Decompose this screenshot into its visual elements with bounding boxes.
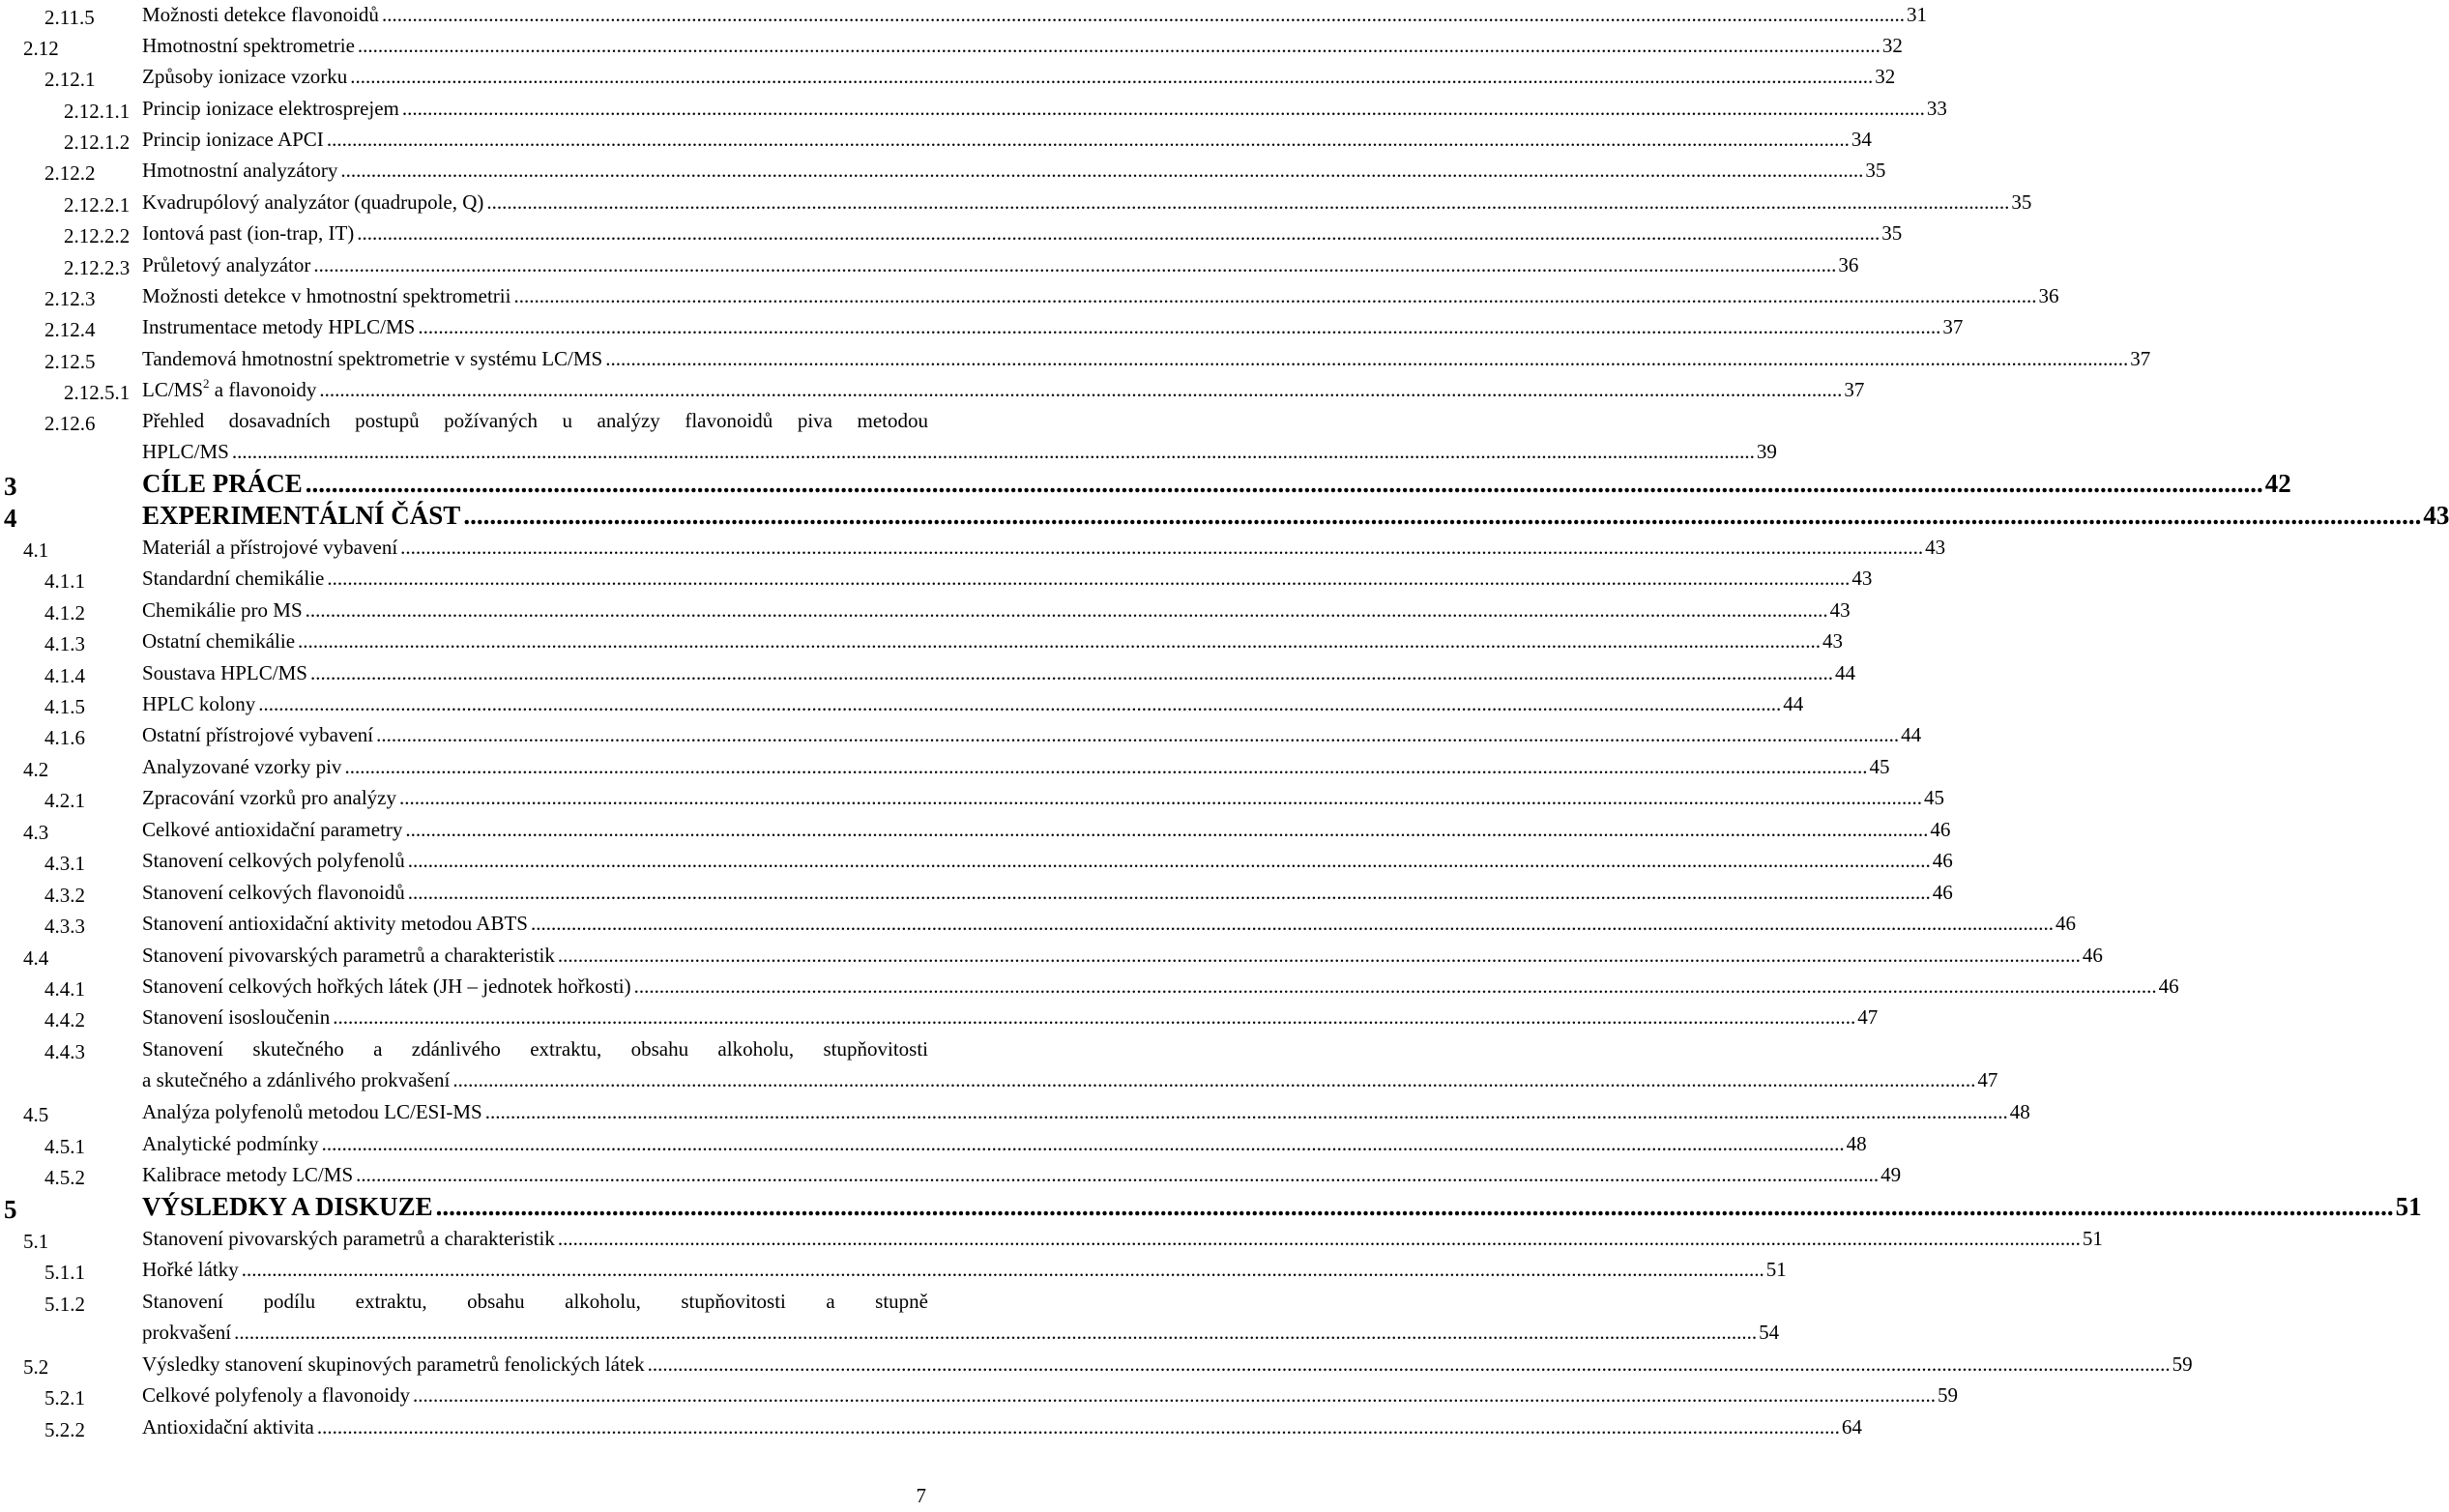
- toc-number: 2.12.2: [44, 161, 96, 185]
- toc-dot-leader: ............................................................................................................................................................................................................................................................................................................: [486, 190, 2010, 214]
- toc-title: a skutečného a zdánlivého prokvašení: [142, 1068, 451, 1091]
- toc-title: Iontová past (ion-trap, IT): [142, 221, 355, 245]
- toc-dot-leader: ............................................................................................................................................................................................................................................................................................................: [333, 1005, 1856, 1029]
- toc-dot-leader: ............................................................................................................................................................................................................................................................................................................: [463, 501, 2422, 530]
- toc-number: 2.12.2.1: [64, 193, 131, 217]
- toc-page-number: 35: [1881, 221, 1903, 245]
- toc-title: Stanovení podílu extraktu, obsahu alkoholu, stupňovitosti a stupně: [142, 1290, 928, 1313]
- toc-page-number: 51: [2395, 1192, 2422, 1221]
- toc-dot-leader: ............................................................................................................................................................................................................................................................................................................: [326, 128, 1850, 151]
- toc-number: 2.12.1.2: [64, 131, 131, 154]
- toc-dot-leader: ............................................................................................................................................................................................................................................................................................................: [513, 284, 2037, 307]
- toc-page-number: 43: [1822, 629, 1844, 653]
- toc-dot-leader: ............................................................................................................................................................................................................................................................................................................: [241, 1258, 1764, 1281]
- toc-dot-leader: ............................................................................................................................................................................................................................................................................................................: [407, 849, 1931, 872]
- toc-title: Chemikálie pro MS: [142, 598, 303, 622]
- toc-title: Stanovení celkových flavonoidů: [142, 881, 405, 904]
- toc-dot-leader: ............................................................................................................................................................................................................................................................................................................: [350, 65, 1874, 88]
- toc-dot-leader: ............................................................................................................................................................................................................................................................................................................: [400, 536, 1924, 559]
- toc-number: 2.12.2.3: [64, 256, 131, 279]
- toc-title: HPLC/MS: [142, 440, 229, 463]
- toc-title: VÝSLEDKY A DISKUZE: [142, 1192, 433, 1221]
- toc-dot-leader: ............................................................................................................................................................................................................................................................................................................: [357, 34, 1880, 57]
- toc-title: Stanovení celkových polyfenolů: [142, 849, 405, 872]
- toc-page-number: 45: [1923, 786, 1944, 809]
- toc-title: Průletový analyzátor: [142, 253, 311, 276]
- toc-page-number: 64: [1841, 1415, 1862, 1439]
- toc-title: Stanovení pivovarských parametrů a charakteristik: [142, 1227, 555, 1250]
- toc-title: Celkové polyfenoly a flavonoidy: [142, 1383, 411, 1407]
- toc-title: Stanovení celkových hořkých látek (JH – jednotek hořkosti): [142, 974, 631, 998]
- toc-title: Přehled dosavadních postupů požívaných u analýzy flavonoidů piva metodou: [142, 409, 928, 432]
- toc-dot-leader: ............................................................................................................................................................................................................................................................................................................: [398, 786, 1922, 809]
- toc-page-number: 35: [1865, 159, 1886, 182]
- toc-number: 5.1: [23, 1230, 49, 1253]
- toc-number: 4.5.1: [44, 1135, 85, 1158]
- toc-dot-leader: ............................................................................................................................................................................................................................................................................................................: [258, 692, 1782, 715]
- toc-number: 2.12.2.2: [64, 224, 131, 247]
- toc-title: Analýza polyfenolů metodou LC/ESI-MS: [142, 1100, 482, 1123]
- toc-title: Analyzované vzorky piv: [142, 755, 342, 778]
- toc-title: Hmotnostní spektrometrie: [142, 34, 355, 57]
- toc-number: 4.3: [23, 821, 49, 844]
- toc-page-number: 32: [1875, 65, 1896, 88]
- toc-number: 4.4.1: [44, 977, 85, 1001]
- toc-number: 5.2.2: [44, 1418, 85, 1441]
- toc-number: 2.12.5.1: [64, 381, 131, 404]
- toc-page-number: 47: [1857, 1005, 1879, 1029]
- toc-page-number: 35: [2011, 190, 2032, 214]
- toc-number: 4.1.5: [44, 695, 85, 718]
- toc-page-number: 37: [2130, 347, 2151, 370]
- toc-title: Princip ionizace elektrosprejem: [142, 97, 399, 120]
- toc-page-number: 31: [1906, 3, 1927, 26]
- toc-title: CÍLE PRÁCE: [142, 469, 303, 498]
- toc-number: 4.1.6: [44, 726, 85, 749]
- toc-title: Hořké látky: [142, 1258, 239, 1281]
- toc-number: 4.4: [23, 946, 49, 970]
- toc-title: Hmotnostní analyzátory: [142, 159, 338, 182]
- toc-title: Ostatní chemikálie: [142, 629, 296, 653]
- toc-page-number: 39: [1756, 440, 1777, 463]
- toc-dot-leader: ............................................................................................................................................................................................................................................................................................................: [321, 1132, 1845, 1155]
- toc-page-number: 36: [2038, 284, 2059, 307]
- toc-number: 4.1.2: [44, 601, 85, 625]
- toc-page-number: 49: [1880, 1163, 1902, 1186]
- toc-page-number: 46: [1932, 881, 1953, 904]
- toc-title: prokvašení: [142, 1321, 232, 1344]
- toc-title-group: [142, 378, 316, 402]
- toc-dot-leader: ............................................................................................................................................................................................................................................................................................................: [316, 1415, 1840, 1439]
- toc-title: Stanovení antioxidační aktivity metodou ABTS: [142, 912, 528, 935]
- toc-title: Stanovení pivovarských parametrů a charakteristik: [142, 944, 555, 967]
- toc-dot-leader: ............................................................................................................................................................................................................................................................................................................: [405, 818, 1929, 841]
- toc-title: Stanovení isosloučenin: [142, 1005, 331, 1029]
- toc-page-number: 34: [1851, 128, 1872, 151]
- toc-dot-leader: ............................................................................................................................................................................................................................................................................................................: [376, 723, 1900, 746]
- toc-title: Analytické podmínky: [142, 1132, 319, 1155]
- toc-page-number: 51: [1765, 1258, 1787, 1281]
- toc-page-number: 43: [1925, 536, 1946, 559]
- toc-title: Možnosti detekce flavonoidů: [142, 3, 379, 26]
- toc-dot-leader: ............................................................................................................................................................................................................................................................................................................: [647, 1352, 2171, 1376]
- toc-title: Tandemová hmotnostní spektrometrie v systému LC/MS: [142, 347, 603, 370]
- toc-dot-leader: ............................................................................................................................................................................................................................................................................................................: [327, 567, 1851, 590]
- toc-page-number: 46: [2055, 912, 2076, 935]
- toc-dot-leader: ............................................................................................................................................................................................................................................................................................................: [452, 1068, 1976, 1091]
- toc-number: 4.1.4: [44, 664, 85, 687]
- toc-number: 4.3.3: [44, 915, 85, 938]
- toc-page-number: 44: [1834, 661, 1855, 684]
- toc-title-superscript: 2: [203, 376, 210, 391]
- toc-page-number: 32: [1881, 34, 1903, 57]
- toc-dot-leader: ............................................................................................................................................................................................................................................................................................................: [401, 97, 1925, 120]
- toc-title: Antioxidační aktivita: [142, 1415, 314, 1439]
- toc-page-number: 43: [1851, 567, 1873, 590]
- toc-dot-leader: ............................................................................................................................................................................................................................................................................................................: [557, 1227, 2081, 1250]
- toc-dot-leader: ............................................................................................................................................................................................................................................................................................................: [407, 881, 1931, 904]
- toc-page-number: 54: [1759, 1321, 1780, 1344]
- toc-number: 2.12: [23, 37, 59, 60]
- toc-page-number: 37: [1942, 315, 1964, 338]
- toc-number: 2.12.5: [44, 350, 96, 373]
- toc-dot-leader: ............................................................................................................................................................................................................................................................................................................: [319, 378, 1843, 401]
- toc-number: 4.1.3: [44, 632, 85, 655]
- page-number: 7: [916, 1484, 926, 1507]
- toc-title: Kalibrace metody LC/MS: [142, 1163, 354, 1186]
- toc-page-number: 37: [1844, 378, 1865, 401]
- toc-dot-leader: ............................................................................................................................................................................................................................................................................................................: [344, 755, 1868, 778]
- toc-title: Možnosti detekce v hmotnostní spektrometrii: [142, 284, 511, 307]
- toc-number: 2.11.5: [44, 6, 95, 29]
- toc-title: Způsoby ionizace vzorku: [142, 65, 348, 88]
- toc-number: 4.4.3: [44, 1040, 85, 1063]
- toc-page-number: 44: [1901, 723, 1922, 746]
- toc-number: 4.3.1: [44, 852, 85, 875]
- toc-dot-leader: ............................................................................................................................................................................................................................................................................................................: [435, 1192, 2394, 1221]
- toc-dot-leader: ............................................................................................................................................................................................................................................................................................................: [633, 974, 2157, 998]
- toc-page-number: 51: [2082, 1227, 2103, 1250]
- toc-number: 3: [4, 472, 17, 501]
- toc-number: 5.2.1: [44, 1386, 85, 1410]
- toc-number: 4.4.2: [44, 1008, 85, 1032]
- toc-page-number: 46: [1932, 849, 1953, 872]
- toc-number: 4.1.1: [44, 569, 85, 593]
- toc-dot-leader: ............................................................................................................................................................................................................................................................................................................: [605, 347, 2129, 370]
- toc-number: 4: [4, 504, 17, 533]
- toc-number: 4.5.2: [44, 1166, 85, 1189]
- toc-title: EXPERIMENTÁLNÍ ČÁST: [142, 501, 461, 530]
- toc-title: Kvadrupólový analyzátor (quadrupole, Q): [142, 190, 484, 214]
- toc-title: Soustava HPLC/MS: [142, 661, 307, 684]
- toc-number: 5.1.2: [44, 1293, 85, 1316]
- toc-title: Materiál a přístrojové vybavení: [142, 536, 398, 559]
- toc-dot-leader: ............................................................................................................................................................................................................................................................................................................: [356, 1163, 1880, 1186]
- toc-dot-leader: ............................................................................................................................................................................................................................................................................................................: [381, 3, 1905, 26]
- toc-title: Stanovení skutečného a zdánlivého extraktu, obsahu alkoholu, stupňovitosti: [142, 1037, 928, 1061]
- toc-dot-leader: ............................................................................................................................................................................................................................................................................................................: [530, 912, 2054, 935]
- toc-dot-leader: ............................................................................................................................................................................................................................................................................................................: [557, 944, 2081, 967]
- toc-page-number: 46: [1930, 818, 1951, 841]
- toc-dot-leader: ............................................................................................................................................................................................................................................................................................................: [231, 440, 1755, 463]
- toc-title-continuation: a flavonoidy: [209, 378, 317, 401]
- toc-number: 5.2: [23, 1355, 49, 1379]
- toc-page-number: 43: [1829, 598, 1851, 622]
- toc-page-number: 46: [2082, 944, 2103, 967]
- toc-title: LC/MS: [142, 378, 204, 401]
- toc-page-number: 48: [2009, 1100, 2030, 1123]
- toc-number: 2.12.1.1: [64, 100, 131, 123]
- toc-page-number: 48: [1846, 1132, 1867, 1155]
- toc-title: Celkové antioxidační parametry: [142, 818, 403, 841]
- toc-dot-leader: ............................................................................................................................................................................................................................................................................................................: [234, 1321, 1758, 1344]
- toc-number: 5: [4, 1195, 17, 1224]
- toc-number: 2.12.1: [44, 68, 96, 91]
- toc-dot-leader: ............................................................................................................................................................................................................................................................................................................: [305, 469, 2263, 498]
- toc-number: 2.12.4: [44, 318, 96, 341]
- toc-page-number: 36: [1838, 253, 1859, 276]
- toc-number: 2.12.6: [44, 412, 96, 435]
- toc-dot-leader: ............................................................................................................................................................................................................................................................................................................: [313, 253, 1837, 276]
- toc-title: Standardní chemikálie: [142, 567, 325, 590]
- toc-number: 4.2.1: [44, 789, 85, 812]
- toc-title: Zpracování vzorků pro analýzy: [142, 786, 396, 809]
- toc-page-number: 46: [2158, 974, 2179, 998]
- toc-dot-leader: ............................................................................................................................................................................................................................................................................................................: [309, 661, 1833, 684]
- toc-page-number: 43: [2423, 501, 2449, 530]
- toc-dot-leader: ............................................................................................................................................................................................................................................................................................................: [340, 159, 1864, 182]
- toc-dot-leader: ............................................................................................................................................................................................................................................................................................................: [413, 1383, 1937, 1407]
- toc-number: 5.1.1: [44, 1261, 85, 1284]
- toc-page-number: 33: [1926, 97, 1947, 120]
- toc-page-number: 44: [1783, 692, 1804, 715]
- toc-number: 4.5: [23, 1103, 49, 1126]
- toc-title: Princip ionizace APCI: [142, 128, 324, 151]
- toc-dot-leader: ............................................................................................................................................................................................................................................................................................................: [484, 1100, 2008, 1123]
- toc-title: Ostatní přístrojové vybavení: [142, 723, 374, 746]
- toc-page-number: 42: [2264, 469, 2291, 498]
- toc-number: 4.2: [23, 758, 49, 781]
- toc-dot-leader: ............................................................................................................................................................................................................................................................................................................: [298, 629, 1822, 653]
- toc-page-number: 59: [1938, 1383, 1959, 1407]
- toc-page-number: 47: [1977, 1068, 1998, 1091]
- toc-page-number: 59: [2172, 1352, 2193, 1376]
- toc-title: Výsledky stanovení skupinových parametrů fenolických látek: [142, 1352, 645, 1376]
- toc-number: 4.1: [23, 538, 49, 562]
- toc-title: HPLC kolony: [142, 692, 256, 715]
- toc-number: 4.3.2: [44, 884, 85, 907]
- toc-title: Instrumentace metody HPLC/MS: [142, 315, 416, 338]
- toc-number: 2.12.3: [44, 287, 96, 310]
- toc-dot-leader: ............................................................................................................................................................................................................................................................................................................: [305, 598, 1828, 622]
- toc-dot-leader: ............................................................................................................................................................................................................................................................................................................: [418, 315, 1941, 338]
- toc-dot-leader: ............................................................................................................................................................................................................................................................................................................: [357, 221, 1880, 245]
- toc-page-number: 45: [1869, 755, 1890, 778]
